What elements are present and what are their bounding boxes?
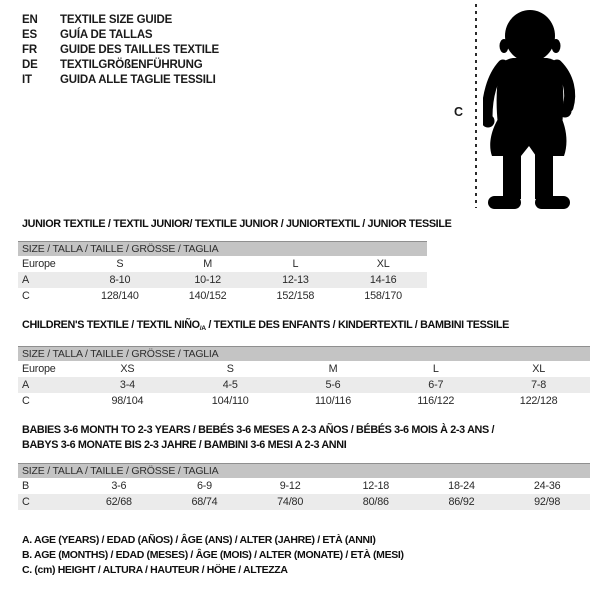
language-code: EN <box>22 14 38 26</box>
language-code: ES <box>22 29 37 41</box>
table-cell: XS <box>120 362 135 375</box>
babies-size-table <box>18 463 590 510</box>
guide-title: TEXTILGRÖßENFÜHRUNG <box>60 59 203 71</box>
table-cell: 68/74 <box>162 494 248 510</box>
guide-title: GUIDA ALLE TAGLIE TESSILI <box>60 74 216 86</box>
row-label: Europe <box>22 362 56 375</box>
table-cell: 74/80 <box>247 494 333 510</box>
table-cell: 12-18 <box>362 479 390 492</box>
table-cell: 24-36 <box>533 479 561 492</box>
table-row <box>18 272 427 288</box>
list-item <box>22 43 219 58</box>
footnote-a: A. AGE (YEARS) / EDAD (AÑOS) / ÂGE (ANS) / ALTER (JAHRE) / ETÀ (ANNI) <box>22 534 376 546</box>
footnote-c: C. (cm) HEIGHT / ALTURA / HAUTEUR / HÖHE / ALTEZZA <box>22 564 288 576</box>
table-header-bar <box>18 242 427 256</box>
size-header-label: SIZE / TALLA / TAILLE / GRÖSSE / TAGLIA <box>18 464 590 478</box>
table-cell: M <box>328 362 338 375</box>
table-cell: XL <box>376 257 390 270</box>
language-title-list <box>22 13 219 88</box>
table-cell: 128/140 <box>101 289 139 302</box>
language-code: IT <box>22 74 32 86</box>
heading-text: CHILDREN'S TEXTILE / TEXTIL NIÑO <box>22 319 200 331</box>
table-cell: 122/128 <box>519 394 558 407</box>
table-cell: M <box>203 257 213 270</box>
list-item <box>22 28 219 43</box>
table-row <box>18 393 590 409</box>
heading-line1: BABIES 3-6 MONTH TO 2-3 YEARS / BEBÉS 3-6 MESES A 2-3 AÑOS / BÉBÉS 3-6 MOIS À 2-3 ANS / <box>22 424 495 436</box>
height-measure-label: C <box>454 105 464 119</box>
footnotes <box>22 533 404 578</box>
language-code: FR <box>22 44 37 56</box>
heading-subscript: /A <box>199 325 206 332</box>
table-header-bar <box>18 347 590 361</box>
row-label: B <box>22 479 30 492</box>
table-cell: L <box>432 362 439 375</box>
table-cell: L <box>292 257 299 270</box>
guide-title: GUIDE DES TAILLES TEXTILE <box>60 44 219 56</box>
children-size-table <box>18 346 590 409</box>
table-cell: 5-6 <box>282 377 385 393</box>
table-cell: 4-5 <box>179 377 282 393</box>
guide-title: TEXTILE SIZE GUIDE <box>60 14 173 26</box>
heading-text: / TEXTILE DES ENFANTS / KINDERTEXTIL / BAMBINI TESSILE <box>205 319 510 331</box>
table-cell: 18-24 <box>448 479 475 492</box>
table-row <box>18 361 590 377</box>
table-cell: 104/110 <box>211 394 249 407</box>
guide-title: GUÍA DE TALLAS <box>60 29 153 41</box>
table-cell: 3-6 <box>111 479 127 492</box>
table-row <box>18 256 427 272</box>
table-row <box>18 478 590 494</box>
row-label: A <box>18 377 76 393</box>
row-label: C <box>22 394 30 407</box>
table-cell: 86/92 <box>419 494 505 510</box>
junior-section-heading: JUNIOR TEXTILE / TEXTIL JUNIOR/ TEXTILE JUNIOR / JUNIORTEXTIL / JUNIOR TESSILE <box>22 218 452 230</box>
row-label: Europe <box>22 257 56 270</box>
table-cell: 80/86 <box>333 494 419 510</box>
footnote-b: B. AGE (MONTHS) / EDAD (MESES) / ÂGE (MOIS) / ALTER (MONATE) / ETÀ (MESI) <box>22 549 404 561</box>
table-cell: S <box>226 362 234 375</box>
table-row <box>18 377 590 393</box>
table-cell: 116/122 <box>417 394 455 407</box>
heading-line2: BABYS 3-6 MONATE BIS 2-3 JAHRE / BAMBINI 3-6 MESI A 2-3 ANNI <box>22 438 347 451</box>
size-header-label: SIZE / TALLA / TAILLE / GRÖSSE / TAGLIA <box>18 347 590 361</box>
table-cell: 3-4 <box>76 377 179 393</box>
toddler-silhouette-image <box>483 5 595 211</box>
list-item <box>22 73 219 88</box>
table-cell: 6-9 <box>196 479 212 492</box>
table-cell: 9-12 <box>279 479 301 492</box>
table-cell: 140/152 <box>188 289 227 302</box>
row-label: C <box>18 494 76 510</box>
table-cell: XL <box>532 362 545 375</box>
table-cell: S <box>116 257 124 270</box>
table-cell: 98/104 <box>111 394 144 407</box>
language-code: DE <box>22 59 38 71</box>
list-item <box>22 13 219 28</box>
table-cell: 14-16 <box>339 272 427 288</box>
table-row <box>18 494 590 510</box>
row-label: C <box>22 289 30 302</box>
table-cell: 8-10 <box>76 272 164 288</box>
list-item <box>22 58 219 73</box>
table-cell: 110/116 <box>314 394 351 407</box>
table-cell: 92/98 <box>504 494 590 510</box>
table-header-bar <box>18 464 590 478</box>
table-cell: 62/68 <box>76 494 162 510</box>
height-measure-dotted-line <box>475 4 477 208</box>
table-cell: 6-7 <box>384 377 487 393</box>
children-section-heading <box>22 318 509 337</box>
table-row <box>18 288 427 304</box>
size-header-label: SIZE / TALLA / TAILLE / GRÖSSE / TAGLIA <box>18 242 427 256</box>
table-cell: 152/158 <box>276 289 315 302</box>
table-cell: 12-13 <box>252 272 340 288</box>
junior-size-table <box>18 241 427 304</box>
babies-section-heading <box>22 423 494 452</box>
row-label: A <box>18 272 76 288</box>
table-cell: 158/170 <box>364 289 402 302</box>
table-cell: 7-8 <box>487 377 590 393</box>
table-cell: 10-12 <box>164 272 252 288</box>
